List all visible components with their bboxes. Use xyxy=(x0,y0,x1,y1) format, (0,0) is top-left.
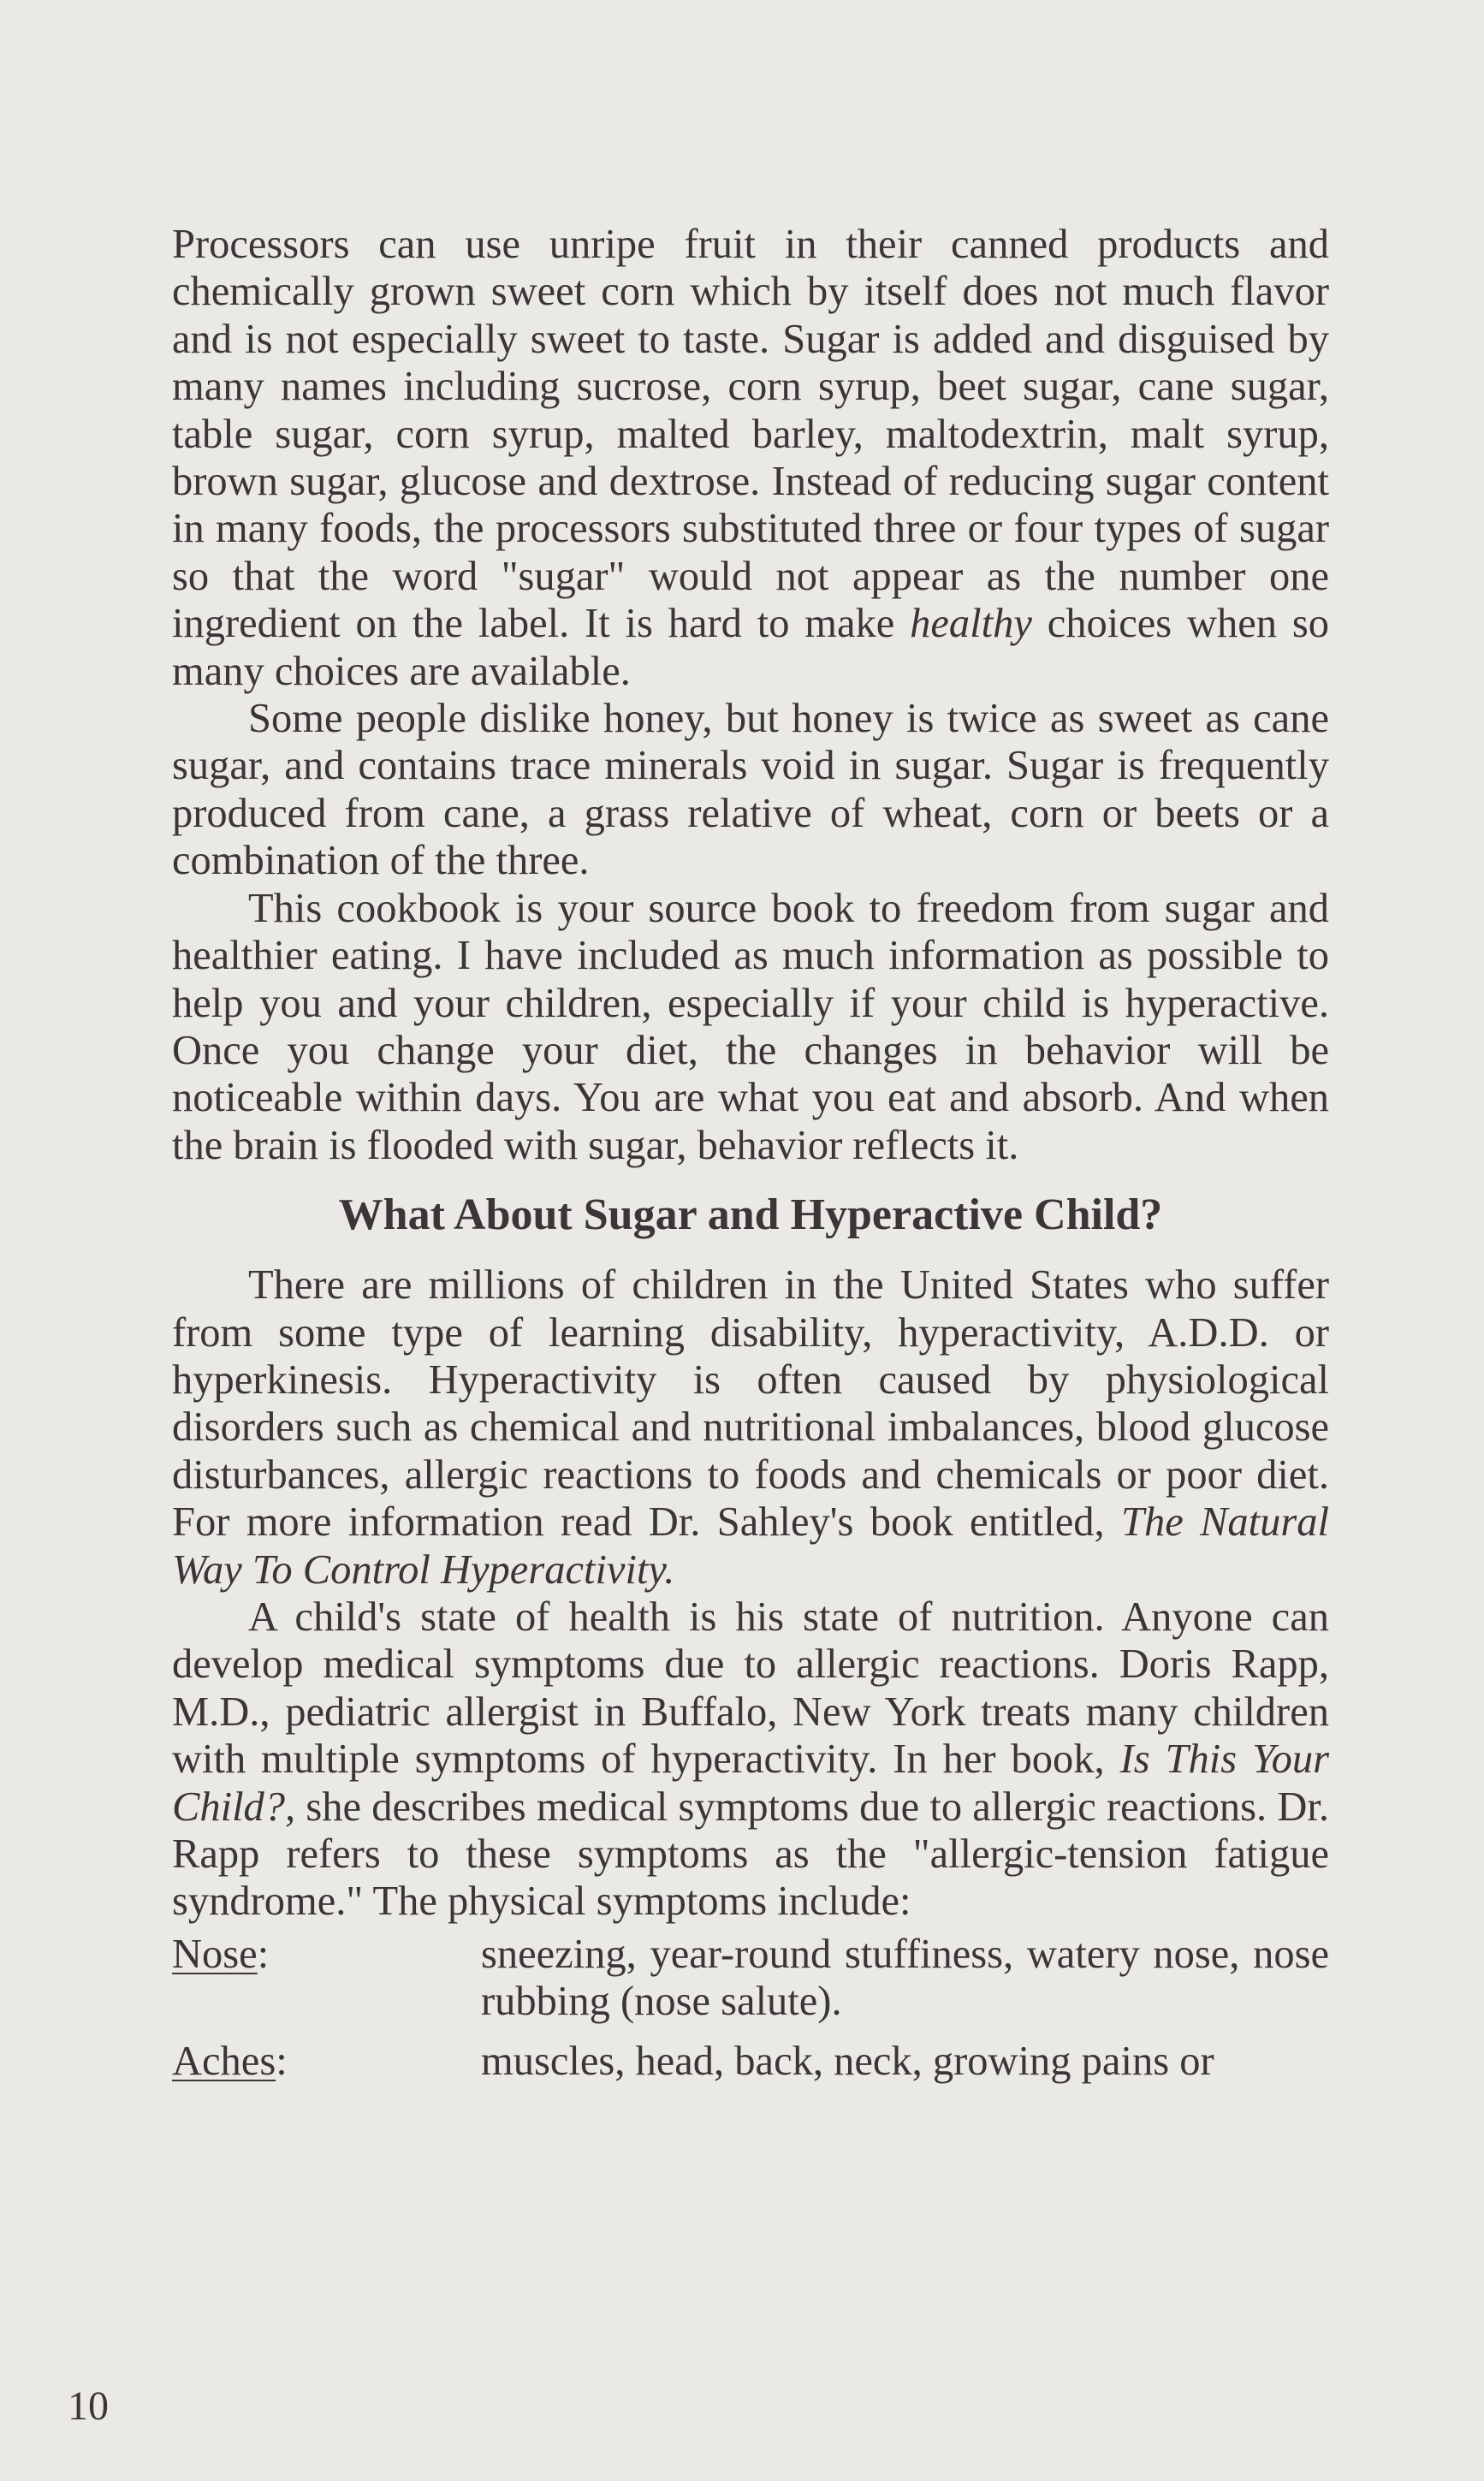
paragraph xyxy=(172,221,1329,695)
text-run: There are millions of children in the United States who suffer from some type of learning disability, hyperactivity, A.D.D. or hyperkinesis. Hyperactivity is often caused by physiological disorders such as chemical and nutritional imbalances, blood glucose disturbances, allergic reactions to foods and chemicals or poor diet. For more information read Dr. Sahley's book entitled, xyxy=(172,1262,1329,1546)
intro-section xyxy=(172,221,1329,1169)
hyperactivity-section xyxy=(172,1261,1329,1926)
symptom-term-separator: : xyxy=(276,2038,288,2084)
symptom-term-separator: : xyxy=(257,1931,270,1977)
symptom-row xyxy=(172,1931,1329,2026)
paragraph xyxy=(172,1594,1329,1926)
text-run: Some people dislike honey, but honey is twice as sweet as cane sugar, and contains trace minerals void in sugar. Sugar is frequently produced from cane, a grass relative of wheat, corn or beets or a combination of the three. xyxy=(172,696,1329,884)
symptom-term-label: Nose xyxy=(172,1931,258,1977)
text-run: choices when so many choices are available. xyxy=(172,601,1329,694)
symptom-description: sneezing, year-round stuffiness, watery nose, nose rubbing (nose salute). xyxy=(481,1931,1329,2025)
section-heading: What About Sugar and Hyperactive Child? xyxy=(338,1190,1163,1240)
italic-text: healthy xyxy=(910,601,1032,647)
text-run: A child's state of health is his state of nutrition. Anyone can develop medical symptoms due to allergic reactions. Doris Rapp, M.D., pediatric allergist in Buffalo, New York treats many children with multiple symptoms of hyperactivity. In her book, xyxy=(172,1594,1329,1783)
symptom-list xyxy=(172,1931,1329,2085)
symptom-row xyxy=(172,2038,1329,2085)
paragraph xyxy=(172,1261,1329,1594)
symptom-term xyxy=(172,1931,481,2026)
text-run: Processors can use unripe fruit in their canned products and chemically grown sweet corn which by itself does not much flavor and is not especially sweet to taste. Sugar is added and disguised by many names including sucrose, corn syrup, beet sugar, cane sugar, table sugar, corn syrup, malted barley, maltodextrin, malt syrup, brown sugar, glucose and dextrose. Instead of reducing sugar content in many foods, the processors substituted three or four types of sugar so that the word "sugar" would not appear as the number one ingredient on the label. It is hard to make xyxy=(172,222,1329,647)
symptom-term-label: Aches xyxy=(172,2038,276,2084)
text-run: This cookbook is your source book to freedom from sugar and healthier eating. I have included as much information as possible to help you and your children, especially if your child is hyperactive. Once you change your diet, the changes in behavior will be noticeable within days. You are what you eat and absorb. And when the brain is flooded with sugar, behavior reflects it. xyxy=(172,885,1329,1168)
page-number: 10 xyxy=(68,2383,109,2429)
symptom-description: muscles, head, back, neck, growing pains or xyxy=(481,2038,1214,2084)
page-body xyxy=(172,221,1329,2085)
paragraph xyxy=(172,695,1329,885)
symptom-term xyxy=(172,2038,481,2085)
paragraph xyxy=(172,885,1329,1169)
text-run: she describes medical symptoms due to allergic reactions. Dr. Rapp refers to these symptoms as the "allergic-tension fatigue syndrome." The physical symptoms include: xyxy=(172,1784,1329,1925)
italic-text: The Natural Way To Control Hyperactivity. xyxy=(172,1499,1329,1593)
italic-text: Is This Your Child?, xyxy=(172,1736,1329,1830)
